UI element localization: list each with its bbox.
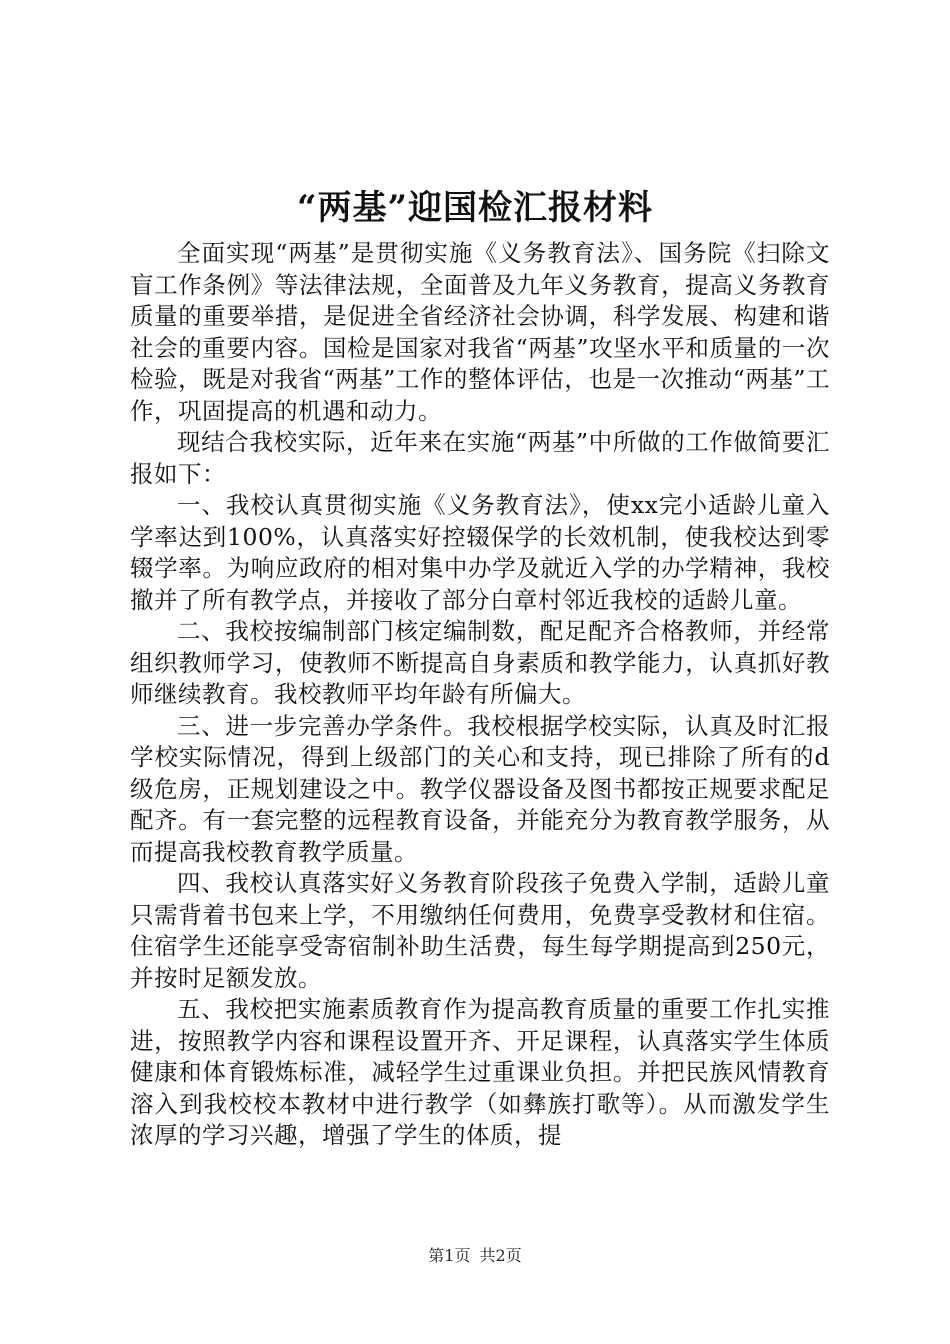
paragraph-summary: 现结合我校实际，近年来在实施“两基”中所做的工作做简要汇报如下： xyxy=(130,428,830,488)
page-number: 第1页 xyxy=(428,1246,471,1265)
page-total: 共2页 xyxy=(479,1246,522,1265)
document-body xyxy=(130,238,830,1152)
paragraph-item-2: 二、我校按编制部门核定编制数，配足配齐合格教师，并经常组织教师学习，使教师不断提高自身素质和教学能力，认真抓好教师继续教育。我校教师平均年龄有所偏大。 xyxy=(130,617,830,708)
paragraph-item-1: 一、我校认真贯彻实施《义务教育法》，使xx完小适龄儿童入学率达到100%，认真落实好控辍保学的长效机制，使我校达到零辍学率。为响应政府的相对集中办学及就近入学的办学精神，我校撤并了所有教学点，并接收了部分白章村邻近我校的适龄儿童。 xyxy=(130,491,830,614)
paragraph-item-3: 三、进一步完善办学条件。我校根据学校实际，认真及时汇报学校实际情况，得到上级部门的关心和支持，现已排除了所有的d级危房，正规划建设之中。教学仪器设备及图书都按正规要求配足配齐。有一套完整的远程教育设备，并能充分为教育教学服务，从而提高我校教育教学质量。 xyxy=(130,711,830,866)
paragraph-item-4: 四、我校认真落实好义务教育阶段孩子免费入学制，适龄儿童只需背着书包来上学，不用缴纳任何费用，免费享受教材和住宿。住宿学生还能享受寄宿制补助生活费，每生每学期提高到250元，并按时足额发放。 xyxy=(130,869,830,992)
document-title: “两基”迎国检汇报材料 xyxy=(296,188,654,228)
paragraph-item-5: 五、我校把实施素质教育作为提高教育质量的重要工作扎实推进，按照教学内容和课程设置开齐、开足课程，认真落实学生体质健康和体育锻炼标准，减轻学生过重课业负担。并把民族风情教育溶入到我校校本教材中进行教学（如彝族打歌等）。从而激发学生浓厚的学习兴趣，增强了学生的体质，提 xyxy=(130,995,830,1149)
page-footer xyxy=(0,1244,950,1268)
paragraph-intro: 全面实现“两基”是贯彻实施《义务教育法》、国务院《扫除文盲工作条例》等法律法规，全面普及九年义务教育，提高义务教育质量的重要举措，是促进全省经济社会协调，科学发展、构建和谐社会的重要内容。国检是国家对我省“两基”攻坚水平和质量的一次检验，既是对我省“两基”工作的整体评估，也是一次推动“两基”工作，巩固提高的机遇和动力。 xyxy=(130,239,830,425)
